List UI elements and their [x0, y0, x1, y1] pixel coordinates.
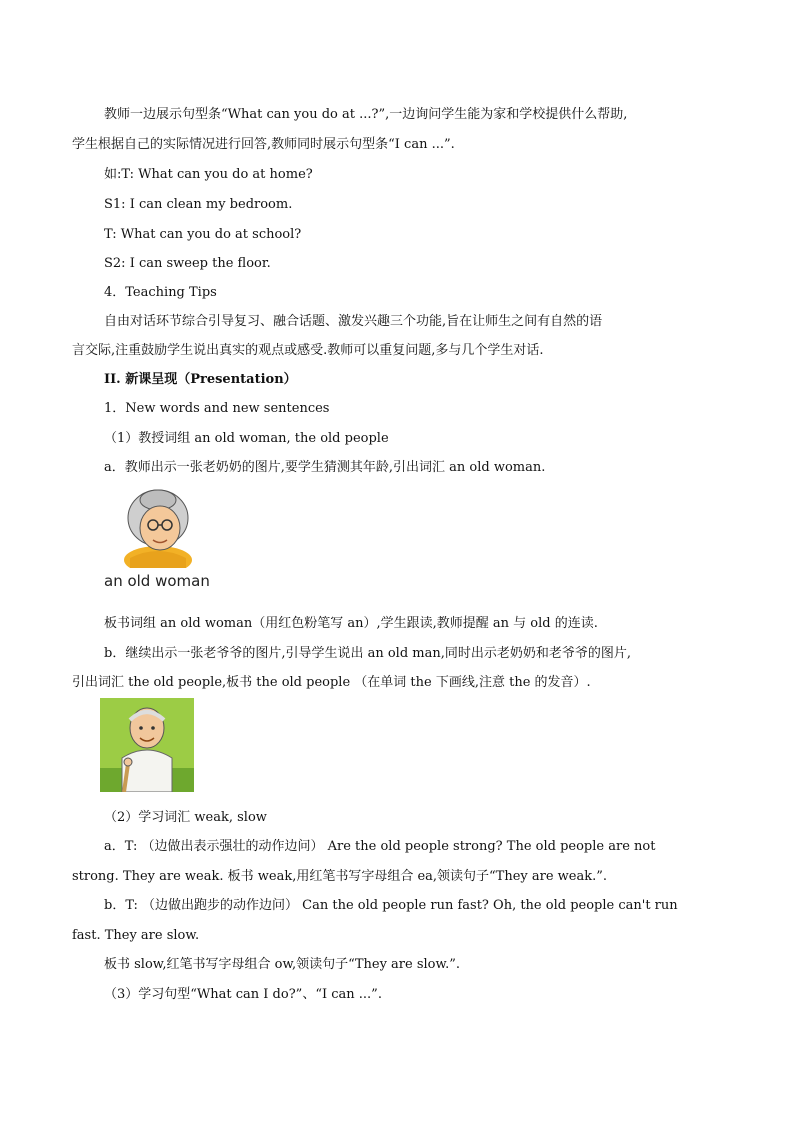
- image-caption: an old woman: [104, 572, 210, 590]
- subsection-heading: （3）学习句型“What can I do?”、“I can ...”.: [104, 987, 382, 1002]
- section-heading: II. 新课呈现（Presentation）: [104, 372, 297, 387]
- paragraph-line: 引出词汇 the old people,板书 the old people （在单词 the 下画线,注意 the 的发音）.: [72, 675, 591, 690]
- paragraph-line: fast. They are slow.: [72, 928, 200, 943]
- paragraph-line: 自由对话环节综合引导复习、融合话题、激发兴趣三个功能,旨在让师生之间有自然的语: [104, 314, 603, 329]
- paragraph-line: strong. They are weak. 板书 weak,用红笔书写字母组合 ea,领读句子“They are weak.”.: [72, 869, 608, 884]
- paragraph-line: 言交际,注重鼓励学生说出真实的观点或感受.教师可以重复问题,多与几个学生对话.: [72, 343, 544, 358]
- subsection-heading: 1．New words and new sentences: [104, 401, 330, 416]
- paragraph-line: b．继续出示一张老爷爷的图片,引导学生说出 an old man,同时出示老奶奶和老爷爷的图片,: [104, 646, 631, 661]
- paragraph-line: b．T: （边做出跑步的动作边问） Can the old people run fast? Oh, the old people can't run: [104, 898, 678, 913]
- example-line: 如:T: What can you do at home?: [104, 167, 313, 182]
- subsection-heading: （2）学习词汇 weak, slow: [104, 810, 267, 825]
- section-heading: 4．Teaching Tips: [104, 285, 217, 300]
- paragraph-line: 板书词组 an old woman（用红色粉笔写 an）,学生跟读,教师提醒 an 与 old 的连读.: [104, 616, 598, 631]
- example-line: S1: I can clean my bedroom.: [104, 197, 293, 212]
- subsection-heading: （1）教授词组 an old woman, the old people: [104, 431, 389, 446]
- old-man-image: [100, 698, 194, 792]
- paragraph-line: a．教师出示一张老奶奶的图片,要学生猜测其年龄,引出词汇 an old woman.: [104, 460, 546, 475]
- example-line: T: What can you do at school?: [104, 227, 302, 242]
- old-man-illustration: [100, 698, 194, 792]
- paragraph-line: a．T: （边做出表示强壮的动作边问） Are the old people strong? The old people are not: [104, 839, 656, 854]
- example-line: S2: I can sweep the floor.: [104, 256, 271, 271]
- old-woman-illustration: [120, 488, 198, 568]
- paragraph-line: 学生根据自己的实际情况进行回答,教师同时展示句型条“I can ...”.: [72, 137, 455, 152]
- paragraph-line: 板书 slow,红笔书写字母组合 ow,领读句子“They are slow.”.: [104, 957, 460, 972]
- old-woman-image: [120, 488, 198, 568]
- paragraph-line: 教师一边展示句型条“What can you do at ...?”,一边询问学生能为家和学校提供什么帮助,: [104, 107, 628, 122]
